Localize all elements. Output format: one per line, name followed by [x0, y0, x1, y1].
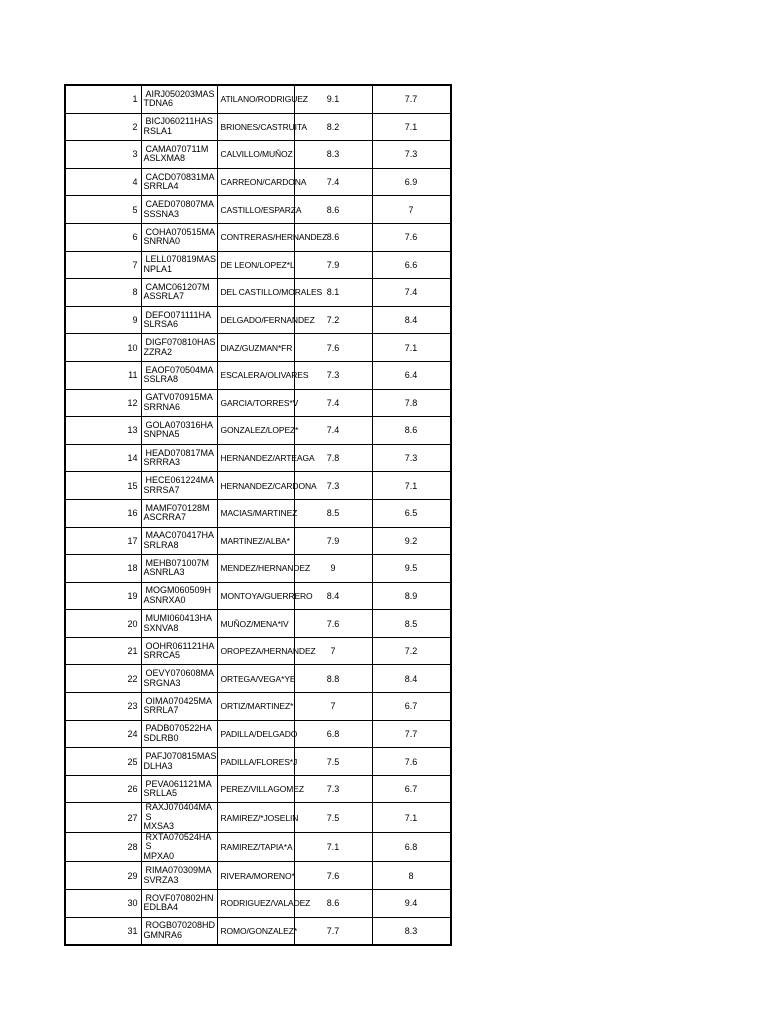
- student-name-cell[interactable]: DELGADO/FERNANDEZ: [217, 306, 294, 334]
- student-name-cell[interactable]: CALVILLO/MUÑOZ: [217, 141, 294, 169]
- grades-sheet: [64, 84, 447, 946]
- curp-line-2: DLHA3: [143, 760, 173, 771]
- student-name-cell[interactable]: PADILLA/FLORES*J: [217, 748, 294, 776]
- row-number[interactable]: 3: [65, 141, 141, 169]
- grade-2-cell[interactable]: 6.7: [372, 775, 451, 803]
- curp-line-2: SRRNA6: [143, 401, 181, 412]
- row-number[interactable]: 24: [65, 720, 141, 748]
- grade-2-cell[interactable]: 7.1: [372, 334, 451, 362]
- grades-table-body: [65, 85, 451, 945]
- grade-2-cell[interactable]: 7.6: [372, 748, 451, 776]
- table-row: [65, 720, 451, 748]
- curp-line-2: SRRRA3: [143, 457, 181, 468]
- grade-2-cell[interactable]: 6.9: [372, 168, 451, 196]
- curp-cell[interactable]: [141, 693, 217, 721]
- grade-1-cell[interactable]: 8.4: [294, 582, 372, 610]
- curp-line-2: NPLA1: [143, 263, 173, 274]
- table-row: [65, 196, 451, 224]
- student-name-cell[interactable]: HERNANDEZ/ARTEAGA: [217, 444, 294, 472]
- table-row: [65, 803, 451, 833]
- grade-2-cell[interactable]: 9.5: [372, 555, 451, 583]
- grade-2-cell[interactable]: 7.6: [372, 223, 451, 251]
- row-number[interactable]: 21: [65, 637, 141, 665]
- student-name-cell[interactable]: GARCIA/TORRES*V: [217, 389, 294, 417]
- student-name-cell[interactable]: MUÑOZ/MENA*IV: [217, 610, 294, 638]
- curp-line-1: HECE061224MA: [145, 475, 215, 486]
- grade-1-cell[interactable]: 8.5: [294, 499, 372, 527]
- grade-2-cell[interactable]: 7.1: [372, 472, 451, 500]
- curp-line-2: ASSRLA7: [143, 291, 185, 302]
- table-row: [65, 389, 451, 417]
- row-number[interactable]: 16: [65, 499, 141, 527]
- student-name-cell[interactable]: ESCALERA/OLIVARES: [217, 361, 294, 389]
- curp-cell[interactable]: [141, 748, 217, 776]
- grade-1-cell[interactable]: 7.5: [294, 748, 372, 776]
- table-row: [65, 444, 451, 472]
- row-number[interactable]: 1: [65, 85, 141, 113]
- student-name-cell[interactable]: RAMIREZ/TAPIA*A: [217, 832, 294, 862]
- grade-2-cell[interactable]: 7.8: [372, 389, 451, 417]
- grade-1-cell[interactable]: 8.8: [294, 665, 372, 693]
- grade-2-cell[interactable]: 6.7: [372, 693, 451, 721]
- row-number[interactable]: 8: [65, 279, 141, 307]
- grade-2-cell[interactable]: 7.3: [372, 141, 451, 169]
- student-name-cell[interactable]: CONTRERAS/HERNANDEZ: [217, 223, 294, 251]
- curp-cell[interactable]: [141, 196, 217, 224]
- curp-cell[interactable]: [141, 527, 217, 555]
- grade-2-cell[interactable]: 7.7: [372, 85, 451, 113]
- curp-cell[interactable]: [141, 862, 217, 890]
- curp-cell[interactable]: [141, 472, 217, 500]
- curp-line-1: CAMC061207M: [145, 281, 210, 292]
- curp-line-1: MAAC070417HA: [145, 530, 215, 541]
- grade-2-cell[interactable]: 7.4: [372, 279, 451, 307]
- grade-1-cell[interactable]: 7.6: [294, 610, 372, 638]
- table-row: [65, 499, 451, 527]
- student-name-cell[interactable]: ROMO/GONZALEZ*: [217, 917, 294, 945]
- curp-cell[interactable]: [141, 334, 217, 362]
- student-name-cell[interactable]: CARREON/CARDONA: [217, 168, 294, 196]
- grade-1-cell[interactable]: 7.9: [294, 251, 372, 279]
- curp-line-1: HEAD070817MA: [145, 447, 215, 458]
- curp-cell[interactable]: [141, 803, 217, 833]
- grade-1-cell[interactable]: 7.3: [294, 472, 372, 500]
- curp-cell[interactable]: [141, 279, 217, 307]
- table-row: [65, 472, 451, 500]
- curp-line-1: OOHR061121HA: [145, 640, 215, 651]
- curp-cell[interactable]: [141, 499, 217, 527]
- table-row: [65, 832, 451, 862]
- curp-cell[interactable]: [141, 141, 217, 169]
- row-number[interactable]: 6: [65, 223, 141, 251]
- grade-1-cell[interactable]: 7.2: [294, 306, 372, 334]
- table-row: [65, 334, 451, 362]
- curp-line-2: SSLRA8: [143, 374, 179, 385]
- row-number[interactable]: 31: [65, 917, 141, 945]
- curp-line-1: DEFO071111HA: [145, 309, 212, 320]
- curp-line-1: COHA070515MA: [145, 226, 216, 237]
- table-row: [65, 168, 451, 196]
- student-name-cell[interactable]: GONZALEZ/LOPEZ*: [217, 417, 294, 445]
- table-row: [65, 279, 451, 307]
- grade-2-cell[interactable]: 7.1: [372, 803, 451, 833]
- curp-cell[interactable]: [141, 444, 217, 472]
- curp-line-1: CAMA070711M: [145, 143, 209, 154]
- curp-line-2: MPXA0: [143, 850, 175, 861]
- row-number[interactable]: 20: [65, 610, 141, 638]
- grade-2-cell[interactable]: 6.8: [372, 832, 451, 862]
- curp-line-1: DIGF070810HAS: [145, 337, 216, 348]
- curp-cell[interactable]: [141, 555, 217, 583]
- grade-1-cell[interactable]: 8.2: [294, 113, 372, 141]
- curp-cell[interactable]: [141, 917, 217, 945]
- student-name-cell[interactable]: RIVERA/MORENO*: [217, 862, 294, 890]
- curp-cell[interactable]: [141, 361, 217, 389]
- curp-line-2: ASNRXA0: [143, 594, 186, 605]
- row-number[interactable]: 9: [65, 306, 141, 334]
- curp-cell[interactable]: [141, 832, 217, 862]
- table-row: [65, 693, 451, 721]
- curp-line-1: OEVY070608MA: [145, 668, 215, 679]
- grade-1-cell[interactable]: 7.4: [294, 389, 372, 417]
- curp-cell[interactable]: [141, 251, 217, 279]
- table-row: [65, 917, 451, 945]
- table-row: [65, 775, 451, 803]
- row-number[interactable]: 2: [65, 113, 141, 141]
- curp-line-1: EAOF070504MA: [145, 364, 214, 375]
- grade-2-cell[interactable]: 8.9: [372, 582, 451, 610]
- curp-line-2: SRRSA7: [143, 484, 180, 495]
- grade-2-cell[interactable]: 8: [372, 862, 451, 890]
- curp-line-2: SVRZA3: [143, 874, 179, 885]
- table-row: [65, 223, 451, 251]
- grade-1-cell[interactable]: 8.6: [294, 196, 372, 224]
- student-name-cell[interactable]: CASTILLO/ESPARZA: [217, 196, 294, 224]
- row-number[interactable]: 19: [65, 582, 141, 610]
- grade-1-cell[interactable]: 7.9: [294, 527, 372, 555]
- row-number[interactable]: 29: [65, 862, 141, 890]
- curp-line-2: SRLLA5: [143, 788, 178, 799]
- grade-1-cell[interactable]: 7.1: [294, 832, 372, 862]
- curp-line-2: SDLRB0: [143, 732, 179, 743]
- curp-cell[interactable]: [141, 85, 217, 113]
- grade-1-cell[interactable]: 8.6: [294, 890, 372, 918]
- curp-line-2: SSSNA3: [143, 208, 180, 219]
- student-name-cell[interactable]: MACIAS/MARTINEZ: [217, 499, 294, 527]
- student-name-cell[interactable]: MARTINEZ/ALBA*: [217, 527, 294, 555]
- curp-cell[interactable]: [141, 168, 217, 196]
- curp-cell[interactable]: [141, 389, 217, 417]
- curp-line-2: TDNA6: [143, 98, 174, 109]
- grade-2-cell[interactable]: 6.6: [372, 251, 451, 279]
- row-number[interactable]: 26: [65, 775, 141, 803]
- curp-line-1: RAXJ070404MAS: [145, 802, 213, 822]
- table-row: [65, 637, 451, 665]
- curp-line-1: LELL070819MAS: [145, 254, 217, 265]
- curp-line-1: PAFJ070815MAS: [145, 751, 217, 762]
- table-row: [65, 555, 451, 583]
- table-row: [65, 748, 451, 776]
- curp-line-2: SXNVA8: [143, 622, 179, 633]
- student-name-cell[interactable]: MONTOYA/GUERRERO: [217, 582, 294, 610]
- curp-line-2: RSLA1: [143, 125, 173, 136]
- grade-1-cell[interactable]: 7.4: [294, 168, 372, 196]
- curp-line-2: SNPNA5: [143, 429, 180, 440]
- student-name-cell[interactable]: DIAZ/GUZMAN*FR: [217, 334, 294, 362]
- table-row: [65, 306, 451, 334]
- curp-cell[interactable]: [141, 665, 217, 693]
- curp-line-1: ROGB070208HD: [145, 920, 216, 931]
- row-number[interactable]: 18: [65, 555, 141, 583]
- student-name-cell[interactable]: ATILANO/RODRIGUEZ: [217, 85, 294, 113]
- curp-line-2: SRRCA5: [143, 650, 181, 661]
- grade-2-cell[interactable]: 7.2: [372, 637, 451, 665]
- student-name-cell[interactable]: OROPEZA/HERNANDEZ: [217, 637, 294, 665]
- grade-2-cell[interactable]: 8.5: [372, 610, 451, 638]
- grade-2-cell[interactable]: 8.3: [372, 917, 451, 945]
- curp-cell[interactable]: [141, 582, 217, 610]
- curp-line-1: PADB070522HA: [145, 723, 212, 734]
- curp-line-2: ASNRLA3: [143, 567, 185, 578]
- grade-2-cell[interactable]: 6.5: [372, 499, 451, 527]
- curp-line-1: PEVA061121MA: [145, 778, 212, 789]
- row-number[interactable]: 17: [65, 527, 141, 555]
- table-row: [65, 610, 451, 638]
- curp-line-1: BICJ060211HAS: [145, 116, 213, 127]
- grade-1-cell[interactable]: 9.1: [294, 85, 372, 113]
- table-row: [65, 361, 451, 389]
- curp-line-2: SRLRA8: [143, 539, 179, 550]
- curp-line-2: SRRLA7: [143, 705, 179, 716]
- curp-line-1: MUMI060413HA: [145, 613, 213, 624]
- curp-line-1: MAMF070128M: [145, 502, 210, 513]
- student-name-cell[interactable]: DEL CASTILLO/MORALES: [217, 279, 294, 307]
- curp-line-1: GOLA070316HA: [145, 419, 214, 430]
- grade-2-cell[interactable]: 6.4: [372, 361, 451, 389]
- curp-line-1: CAED070807MA: [145, 199, 215, 210]
- table-row: [65, 251, 451, 279]
- curp-line-2: MXSA3: [143, 821, 175, 832]
- curp-line-1: AIRJ050203MAS: [145, 88, 215, 99]
- curp-cell[interactable]: [141, 417, 217, 445]
- grade-1-cell[interactable]: 7.7: [294, 917, 372, 945]
- grade-1-cell[interactable]: 6.8: [294, 720, 372, 748]
- row-number[interactable]: 22: [65, 665, 141, 693]
- grade-1-cell[interactable]: 7.3: [294, 361, 372, 389]
- grade-1-cell[interactable]: 7.4: [294, 417, 372, 445]
- curp-cell[interactable]: [141, 775, 217, 803]
- table-row: [65, 113, 451, 141]
- curp-line-1: OIMA070425MA: [145, 695, 213, 706]
- curp-line-2: ASCRRA7: [143, 512, 187, 523]
- student-name-cell[interactable]: PEREZ/VILLAGOMEZ: [217, 775, 294, 803]
- row-number[interactable]: 13: [65, 417, 141, 445]
- row-number[interactable]: 7: [65, 251, 141, 279]
- table-row: [65, 527, 451, 555]
- student-name-cell[interactable]: PADILLA/DELGADO: [217, 720, 294, 748]
- grade-1-cell[interactable]: 7.8: [294, 444, 372, 472]
- curp-cell[interactable]: [141, 113, 217, 141]
- grade-2-cell[interactable]: 8.4: [372, 665, 451, 693]
- grade-1-cell[interactable]: 7: [294, 637, 372, 665]
- grade-2-cell[interactable]: 8.6: [372, 417, 451, 445]
- grade-2-cell[interactable]: 7.3: [372, 444, 451, 472]
- table-row: [65, 85, 451, 113]
- row-number[interactable]: 5: [65, 196, 141, 224]
- row-number[interactable]: 11: [65, 361, 141, 389]
- table-row: [65, 890, 451, 918]
- curp-cell[interactable]: [141, 720, 217, 748]
- curp-line-2: SLRSA6: [143, 319, 179, 330]
- row-number[interactable]: 15: [65, 472, 141, 500]
- row-number[interactable]: 10: [65, 334, 141, 362]
- row-number[interactable]: 30: [65, 890, 141, 918]
- curp-cell[interactable]: [141, 637, 217, 665]
- table-row: [65, 582, 451, 610]
- curp-cell[interactable]: [141, 306, 217, 334]
- grade-1-cell[interactable]: 7.6: [294, 334, 372, 362]
- grade-1-cell[interactable]: 7.6: [294, 862, 372, 890]
- student-name-cell[interactable]: RODRIGUEZ/VALADEZ: [217, 890, 294, 918]
- row-number[interactable]: 12: [65, 389, 141, 417]
- curp-line-1: GATV070915MA: [145, 392, 213, 403]
- table-row: [65, 665, 451, 693]
- grade-2-cell[interactable]: 7.7: [372, 720, 451, 748]
- curp-line-1: ROVF070802HN: [145, 892, 214, 903]
- curp-line-2: ZZRA2: [143, 346, 173, 357]
- student-name-cell[interactable]: BRIONES/CASTRUITA: [217, 113, 294, 141]
- row-number[interactable]: 14: [65, 444, 141, 472]
- grade-1-cell[interactable]: 7: [294, 693, 372, 721]
- grade-1-cell[interactable]: 8.1: [294, 279, 372, 307]
- table-row: [65, 141, 451, 169]
- curp-line-1: CACD070831MA: [145, 171, 215, 182]
- grade-1-cell[interactable]: 7.3: [294, 775, 372, 803]
- curp-line-2: EDLBA4: [143, 902, 179, 913]
- row-number[interactable]: 28: [65, 832, 141, 862]
- curp-line-2: SRGNA3: [143, 677, 181, 688]
- curp-cell[interactable]: [141, 223, 217, 251]
- curp-line-1: RIMA070309MA: [145, 865, 212, 876]
- curp-cell[interactable]: [141, 890, 217, 918]
- grade-1-cell[interactable]: 8.6: [294, 223, 372, 251]
- grade-2-cell[interactable]: 7.1: [372, 113, 451, 141]
- curp-line-1: MOGM060509H: [145, 585, 212, 596]
- curp-line-1: MEHB071007M: [145, 557, 210, 568]
- curp-line-1: RXTA070524HAS: [145, 831, 212, 852]
- curp-line-2: ASLXMA8: [143, 153, 186, 164]
- row-number[interactable]: 27: [65, 803, 141, 833]
- grade-1-cell[interactable]: 8.3: [294, 141, 372, 169]
- grade-2-cell[interactable]: 7: [372, 196, 451, 224]
- curp-line-2: SNRNA0: [143, 236, 181, 247]
- student-name-cell[interactable]: ORTEGA/VEGA*YE: [217, 665, 294, 693]
- grade-2-cell[interactable]: 9.2: [372, 527, 451, 555]
- row-number[interactable]: 4: [65, 168, 141, 196]
- student-name-cell[interactable]: RAMIREZ/*JOSELIN: [217, 803, 294, 833]
- curp-line-2: GMNRA6: [143, 929, 183, 940]
- student-name-cell[interactable]: MENDEZ/HERNANDEZ: [217, 555, 294, 583]
- row-number[interactable]: 23: [65, 693, 141, 721]
- grade-2-cell[interactable]: 8.4: [372, 306, 451, 334]
- table-row: [65, 417, 451, 445]
- grades-table: [64, 84, 452, 946]
- table-row: [65, 862, 451, 890]
- grade-1-cell[interactable]: 9: [294, 555, 372, 583]
- student-name-cell[interactable]: HERNANDEZ/CARDONA: [217, 472, 294, 500]
- grade-2-cell[interactable]: 9.4: [372, 890, 451, 918]
- student-name-cell[interactable]: DE LEON/LOPEZ*L: [217, 251, 294, 279]
- curp-cell[interactable]: [141, 610, 217, 638]
- grade-1-cell[interactable]: 7.5: [294, 803, 372, 833]
- student-name-cell[interactable]: ORTIZ/MARTINEZ*: [217, 693, 294, 721]
- row-number[interactable]: 25: [65, 748, 141, 776]
- curp-line-2: SRRLA4: [143, 181, 179, 192]
